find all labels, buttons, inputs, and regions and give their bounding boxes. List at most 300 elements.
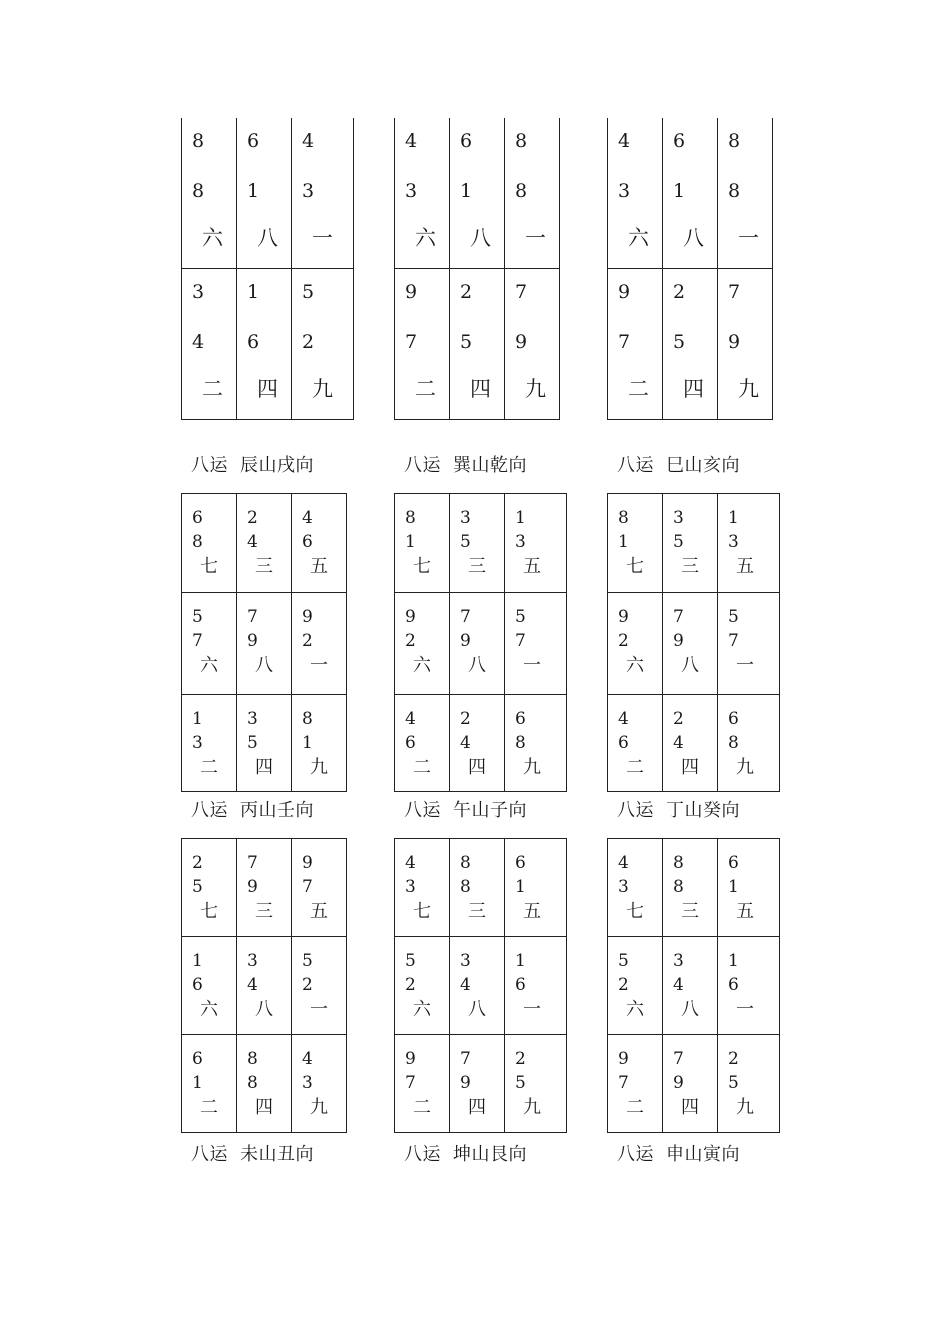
direction-label: 丁山癸向 [666, 800, 740, 821]
palace-cell [450, 269, 505, 420]
period-star: 五 [523, 901, 541, 922]
mountain-star: 4 [618, 130, 631, 152]
water-star: 6 [192, 975, 203, 995]
period-star: 五 [736, 556, 754, 577]
mountain-star: 8 [460, 853, 471, 873]
period-star: 八 [255, 655, 273, 676]
palace-cell [450, 494, 505, 593]
period-label: 八运 [404, 1144, 441, 1165]
flying-star-chart [394, 493, 567, 792]
period-star: 一 [738, 226, 759, 250]
mountain-star: 7 [728, 281, 741, 303]
water-star: 1 [618, 532, 629, 552]
palace-cell [718, 494, 780, 593]
chart-caption [191, 1146, 314, 1164]
water-star: 9 [247, 877, 258, 897]
water-star: 7 [405, 331, 418, 353]
palace-cell [292, 269, 354, 420]
period-star: 一 [312, 226, 333, 250]
mountain-star: 2 [515, 1049, 526, 1069]
period-star: 一 [310, 655, 328, 676]
palace-cell [450, 839, 505, 937]
water-star: 6 [618, 733, 629, 753]
period-star: 七 [413, 901, 431, 922]
flying-star-chart [394, 838, 567, 1133]
period-star: 二 [413, 1097, 431, 1118]
period-star: 六 [200, 655, 218, 676]
mountain-star: 4 [405, 709, 416, 729]
water-star: 4 [192, 331, 205, 353]
period-star: 二 [626, 757, 644, 778]
palace-cell [608, 269, 663, 420]
mountain-star: 9 [405, 281, 418, 303]
mountain-star: 3 [673, 508, 684, 528]
water-star: 1 [247, 180, 260, 202]
palace-cell [718, 1035, 780, 1133]
water-star: 6 [728, 975, 739, 995]
water-star: 8 [192, 532, 203, 552]
palace-cell [608, 695, 663, 792]
period-star: 四 [255, 757, 273, 778]
period-star: 九 [523, 1097, 541, 1118]
period-star: 九 [736, 757, 754, 778]
period-star: 八 [681, 999, 699, 1020]
mountain-star: 6 [192, 1049, 203, 1069]
period-star: 三 [468, 556, 486, 577]
palace-cell [718, 695, 780, 792]
water-star: 1 [460, 180, 473, 202]
mountain-star: 7 [460, 1049, 471, 1069]
flying-star-chart [607, 118, 773, 420]
period-star: 七 [200, 901, 218, 922]
mountain-star: 2 [673, 709, 684, 729]
water-star: 9 [247, 631, 258, 651]
palace-cell [505, 494, 567, 593]
palace-cell [292, 695, 347, 792]
palace-cell [395, 937, 450, 1035]
palace-cell [182, 937, 237, 1035]
mountain-star: 8 [728, 130, 741, 152]
mountain-star: 9 [618, 607, 629, 627]
water-star: 7 [618, 331, 631, 353]
mountain-star: 8 [302, 709, 313, 729]
mountain-star: 2 [728, 1049, 739, 1069]
period-label: 八运 [404, 800, 441, 821]
period-star: 四 [681, 1097, 699, 1118]
period-star: 五 [310, 556, 328, 577]
mountain-star: 5 [515, 607, 526, 627]
direction-label: 未山丑向 [240, 1144, 314, 1165]
palace-cell [718, 839, 780, 937]
water-star: 4 [673, 733, 684, 753]
palace-cell [182, 118, 237, 269]
period-star: 二 [413, 757, 431, 778]
palace-cell [182, 1035, 237, 1133]
period-star: 六 [202, 226, 223, 250]
period-star: 一 [736, 999, 754, 1020]
palace-cell [182, 695, 237, 792]
palace-cell [395, 269, 450, 420]
palace-cell [395, 695, 450, 792]
mountain-star: 4 [405, 130, 418, 152]
mountain-star: 5 [302, 281, 315, 303]
palace-cell [237, 839, 292, 937]
water-star: 9 [460, 1073, 471, 1093]
water-star: 5 [192, 877, 203, 897]
palace-cell [450, 695, 505, 792]
direction-label: 坤山艮向 [453, 1144, 527, 1165]
water-star: 3 [405, 877, 416, 897]
chart-caption [191, 457, 314, 475]
mountain-star: 1 [728, 951, 739, 971]
mountain-star: 2 [460, 281, 473, 303]
period-star: 四 [468, 1097, 486, 1118]
period-star: 八 [468, 655, 486, 676]
mountain-star: 8 [618, 508, 629, 528]
direction-label: 辰山戌向 [240, 455, 314, 476]
mountain-star: 3 [460, 951, 471, 971]
water-star: 3 [728, 532, 739, 552]
period-star: 一 [523, 655, 541, 676]
water-star: 8 [673, 877, 684, 897]
water-star: 1 [515, 877, 526, 897]
chart-caption [617, 1146, 740, 1164]
mountain-star: 9 [405, 607, 416, 627]
water-star: 8 [515, 180, 528, 202]
palace-cell [292, 937, 347, 1035]
palace-cell [505, 839, 567, 937]
flying-star-chart [394, 118, 560, 420]
mountain-star: 7 [673, 607, 684, 627]
mountain-star: 8 [247, 1049, 258, 1069]
water-star: 7 [515, 631, 526, 651]
direction-label: 午山子向 [453, 800, 527, 821]
palace-cell [182, 839, 237, 937]
period-star: 二 [200, 1097, 218, 1118]
period-star: 九 [523, 757, 541, 778]
mountain-star: 4 [302, 508, 313, 528]
mountain-star: 5 [728, 607, 739, 627]
palace-cell [505, 1035, 567, 1133]
mountain-star: 4 [302, 130, 315, 152]
period-star: 一 [523, 999, 541, 1020]
mountain-star: 9 [302, 853, 313, 873]
flying-star-chart [181, 118, 354, 420]
water-star: 3 [302, 180, 315, 202]
mountain-star: 1 [728, 508, 739, 528]
period-star: 一 [525, 226, 546, 250]
water-star: 5 [460, 532, 471, 552]
water-star: 4 [673, 975, 684, 995]
mountain-star: 7 [515, 281, 528, 303]
period-star: 七 [626, 556, 644, 577]
palace-cell [292, 593, 347, 695]
period-star: 二 [200, 757, 218, 778]
mountain-star: 5 [405, 951, 416, 971]
palace-cell [450, 937, 505, 1035]
water-star: 4 [460, 975, 471, 995]
period-star: 三 [255, 901, 273, 922]
period-star: 六 [200, 999, 218, 1020]
flying-star-chart [181, 493, 347, 792]
palace-cell [237, 695, 292, 792]
flying-star-chart [181, 838, 347, 1133]
mountain-star: 6 [728, 853, 739, 873]
period-star: 八 [681, 655, 699, 676]
chart-caption [617, 457, 740, 475]
water-star: 7 [192, 631, 203, 651]
palace-cell [450, 1035, 505, 1133]
mountain-star: 7 [247, 607, 258, 627]
water-star: 3 [515, 532, 526, 552]
mountain-star: 2 [460, 709, 471, 729]
water-star: 5 [460, 331, 473, 353]
mountain-star: 4 [618, 853, 629, 873]
direction-label: 巳山亥向 [666, 455, 740, 476]
palace-cell [663, 1035, 718, 1133]
palace-cell [395, 839, 450, 937]
period-star: 一 [736, 655, 754, 676]
period-star: 六 [628, 226, 649, 250]
palace-cell [292, 1035, 347, 1133]
period-star: 八 [255, 999, 273, 1020]
water-star: 3 [618, 877, 629, 897]
palace-cell [505, 695, 567, 792]
mountain-star: 3 [673, 951, 684, 971]
period-star: 四 [683, 377, 704, 401]
mountain-star: 1 [247, 281, 260, 303]
mountain-star: 5 [302, 951, 313, 971]
palace-cell [718, 118, 773, 269]
palace-cell [292, 839, 347, 937]
palace-cell [395, 118, 450, 269]
mountain-star: 4 [302, 1049, 313, 1069]
water-star: 1 [192, 1073, 203, 1093]
period-star: 九 [310, 1097, 328, 1118]
mountain-star: 9 [405, 1049, 416, 1069]
mountain-star: 9 [618, 281, 631, 303]
water-star: 7 [618, 1073, 629, 1093]
palace-cell [182, 269, 237, 420]
period-star: 九 [310, 757, 328, 778]
period-star: 九 [525, 377, 546, 401]
period-star: 五 [523, 556, 541, 577]
mountain-star: 2 [673, 281, 686, 303]
water-star: 6 [515, 975, 526, 995]
period-star: 八 [468, 999, 486, 1020]
palace-cell [237, 269, 292, 420]
mountain-star: 1 [515, 951, 526, 971]
palace-cell [450, 118, 505, 269]
period-star: 二 [626, 1097, 644, 1118]
palace-cell [292, 494, 347, 593]
mountain-star: 8 [515, 130, 528, 152]
period-star: 九 [312, 377, 333, 401]
palace-cell [395, 593, 450, 695]
period-star: 五 [310, 901, 328, 922]
palace-cell [663, 937, 718, 1035]
water-star: 8 [192, 180, 205, 202]
mountain-star: 3 [460, 508, 471, 528]
water-star: 4 [460, 733, 471, 753]
water-star: 5 [673, 532, 684, 552]
palace-cell [718, 593, 780, 695]
mountain-star: 9 [618, 1049, 629, 1069]
flying-star-chart [607, 493, 780, 792]
palace-cell [237, 1035, 292, 1133]
mountain-star: 1 [192, 709, 203, 729]
mountain-star: 8 [673, 853, 684, 873]
palace-cell [608, 937, 663, 1035]
period-star: 六 [415, 226, 436, 250]
chart-caption [404, 457, 527, 475]
mountain-star: 4 [405, 853, 416, 873]
period-star: 四 [255, 1097, 273, 1118]
water-star: 2 [405, 631, 416, 651]
palace-cell [663, 695, 718, 792]
water-star: 5 [515, 1073, 526, 1093]
mountain-star: 3 [247, 709, 258, 729]
period-label: 八运 [191, 455, 228, 476]
water-star: 2 [618, 631, 629, 651]
water-star: 5 [247, 733, 258, 753]
period-star: 八 [683, 226, 704, 250]
period-label: 八运 [617, 800, 654, 821]
period-star: 四 [681, 757, 699, 778]
mountain-star: 6 [460, 130, 473, 152]
period-star: 三 [255, 556, 273, 577]
water-star: 2 [302, 331, 315, 353]
palace-cell [608, 839, 663, 937]
water-star: 8 [515, 733, 526, 753]
water-star: 2 [405, 975, 416, 995]
period-label: 八运 [617, 1144, 654, 1165]
palace-cell [663, 494, 718, 593]
water-star: 6 [247, 331, 260, 353]
water-star: 9 [673, 631, 684, 651]
mountain-star: 6 [728, 709, 739, 729]
palace-cell [237, 593, 292, 695]
water-star: 6 [405, 733, 416, 753]
water-star: 1 [302, 733, 313, 753]
water-star: 8 [247, 1073, 258, 1093]
mountain-star: 9 [302, 607, 313, 627]
period-star: 四 [257, 377, 278, 401]
period-label: 八运 [191, 800, 228, 821]
water-star: 7 [728, 631, 739, 651]
palace-cell [237, 937, 292, 1035]
period-star: 二 [202, 377, 223, 401]
period-star: 六 [413, 999, 431, 1020]
palace-cell [292, 118, 354, 269]
palace-cell [608, 118, 663, 269]
period-star: 八 [470, 226, 491, 250]
palace-cell [505, 593, 567, 695]
period-label: 八运 [191, 1144, 228, 1165]
water-star: 9 [728, 331, 741, 353]
period-star: 四 [470, 377, 491, 401]
water-star: 8 [728, 180, 741, 202]
mountain-star: 8 [405, 508, 416, 528]
palace-cell [663, 593, 718, 695]
palace-cell [395, 494, 450, 593]
palace-cell [182, 494, 237, 593]
palace-cell [663, 269, 718, 420]
mountain-star: 2 [192, 853, 203, 873]
mountain-star: 4 [618, 709, 629, 729]
chart-caption [404, 1146, 527, 1164]
water-star: 9 [460, 631, 471, 651]
mountain-star: 5 [618, 951, 629, 971]
mountain-star: 3 [192, 281, 205, 303]
period-star: 一 [310, 999, 328, 1020]
mountain-star: 6 [192, 508, 203, 528]
period-star: 九 [738, 377, 759, 401]
period-label: 八运 [404, 455, 441, 476]
water-star: 2 [302, 631, 313, 651]
period-star: 六 [413, 655, 431, 676]
water-star: 5 [673, 331, 686, 353]
period-star: 三 [681, 901, 699, 922]
palace-cell [395, 1035, 450, 1133]
period-star: 四 [468, 757, 486, 778]
mountain-star: 7 [460, 607, 471, 627]
water-star: 8 [728, 733, 739, 753]
period-label: 八运 [617, 455, 654, 476]
palace-cell [237, 118, 292, 269]
period-star: 六 [626, 999, 644, 1020]
palace-cell [663, 118, 718, 269]
mountain-star: 6 [673, 130, 686, 152]
period-star: 七 [626, 901, 644, 922]
water-star: 7 [405, 1073, 416, 1093]
palace-cell [505, 118, 560, 269]
water-star: 9 [673, 1073, 684, 1093]
period-star: 二 [415, 377, 436, 401]
palace-cell [182, 593, 237, 695]
water-star: 1 [405, 532, 416, 552]
direction-label: 丙山壬向 [240, 800, 314, 821]
chart-caption [191, 802, 314, 820]
chart-caption [404, 802, 527, 820]
mountain-star: 1 [192, 951, 203, 971]
water-star: 2 [618, 975, 629, 995]
water-star: 2 [302, 975, 313, 995]
water-star: 3 [618, 180, 631, 202]
water-star: 9 [515, 331, 528, 353]
palace-cell [608, 1035, 663, 1133]
mountain-star: 6 [515, 709, 526, 729]
direction-label: 巽山乾向 [453, 455, 527, 476]
period-star: 六 [626, 655, 644, 676]
palace-cell [663, 839, 718, 937]
water-star: 3 [405, 180, 418, 202]
period-star: 三 [681, 556, 699, 577]
water-star: 5 [728, 1073, 739, 1093]
period-star: 七 [413, 556, 431, 577]
period-star: 八 [257, 226, 278, 250]
water-star: 4 [247, 975, 258, 995]
mountain-star: 2 [247, 508, 258, 528]
mountain-star: 7 [673, 1049, 684, 1069]
chart-caption [617, 802, 740, 820]
mountain-star: 7 [247, 853, 258, 873]
water-star: 1 [728, 877, 739, 897]
palace-cell [718, 937, 780, 1035]
palace-cell [505, 269, 560, 420]
mountain-star: 6 [515, 853, 526, 873]
mountain-star: 8 [192, 130, 205, 152]
